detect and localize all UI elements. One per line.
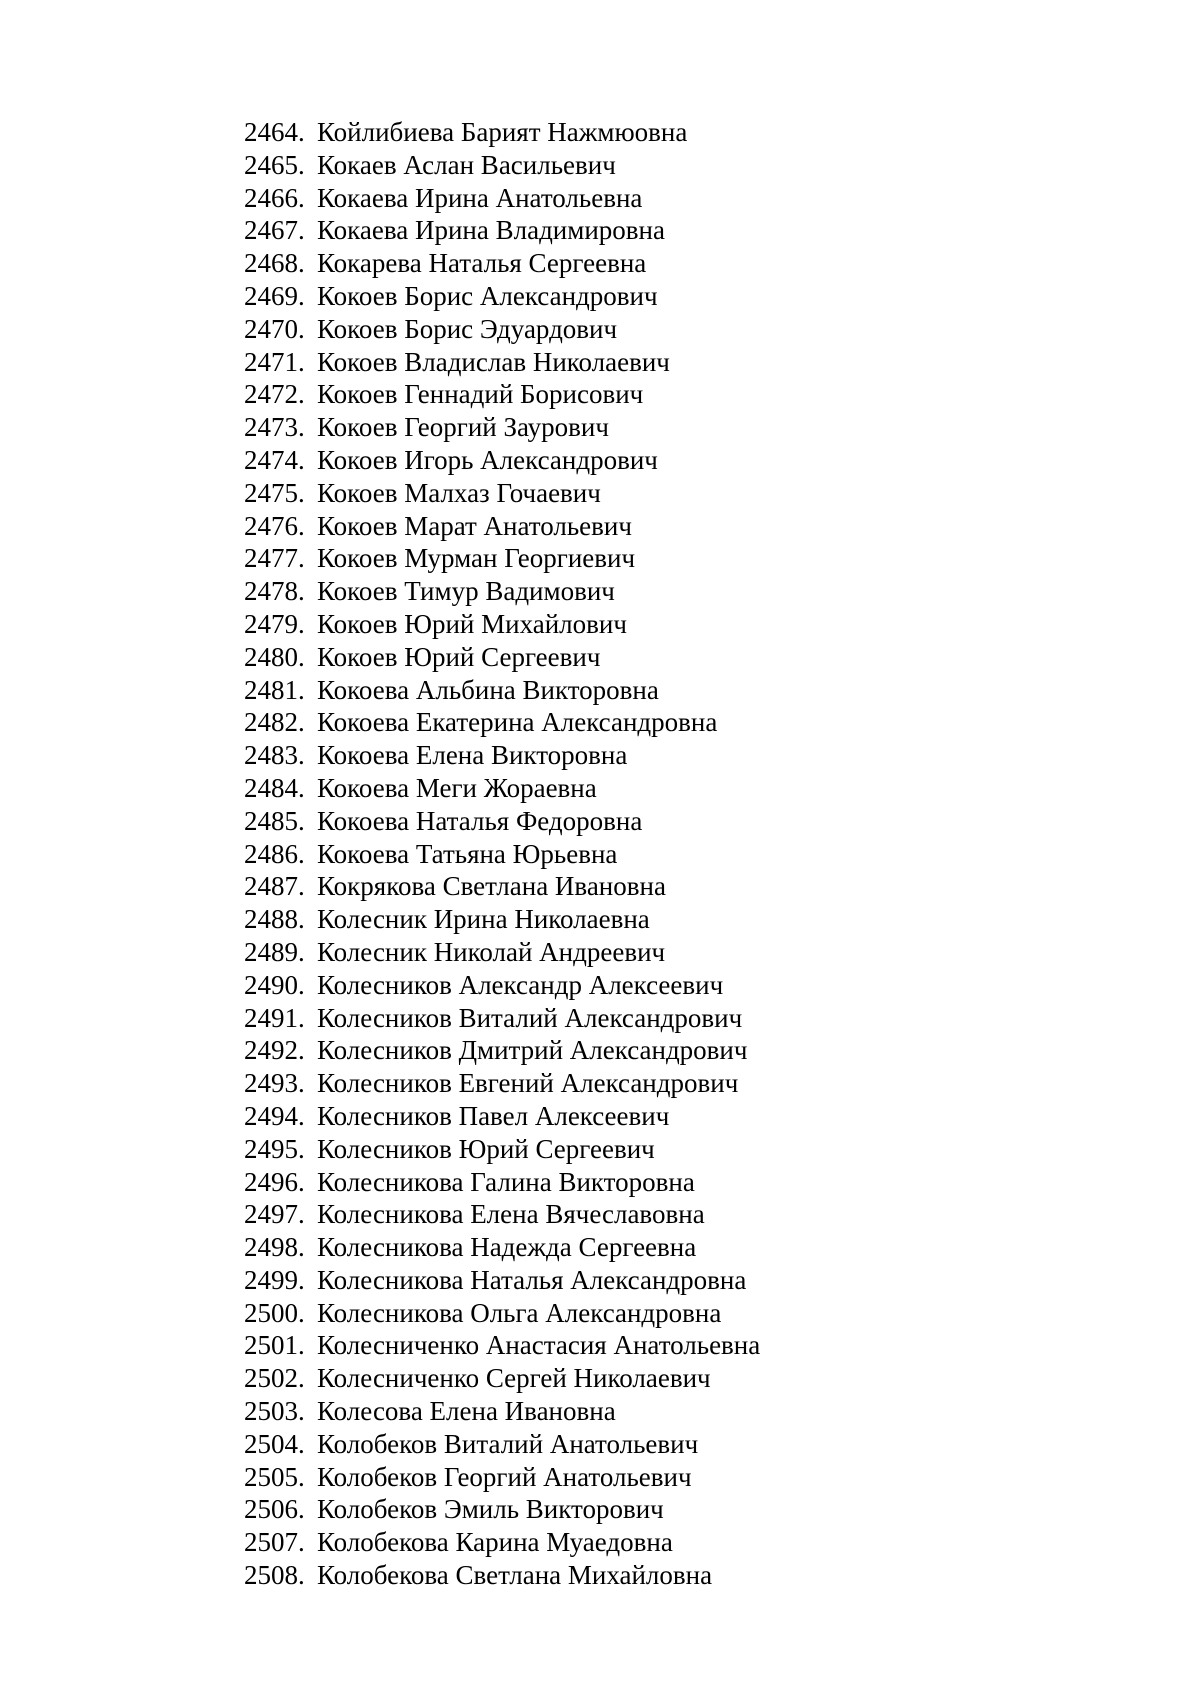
entry-number: 2507. bbox=[244, 1527, 305, 1558]
list-item bbox=[244, 1198, 760, 1231]
list-item bbox=[244, 346, 760, 379]
entry-number: 2469. bbox=[244, 280, 305, 311]
entry-number: 2472. bbox=[244, 379, 305, 410]
entry-number: 2466. bbox=[244, 182, 305, 213]
entry-name: Кокоев Малхаз Гочаевич bbox=[317, 477, 601, 508]
entry-number: 2496. bbox=[244, 1166, 305, 1197]
entry-number: 2475. bbox=[244, 477, 305, 508]
entry-number: 2499. bbox=[244, 1264, 305, 1295]
entry-number: 2470. bbox=[244, 313, 305, 344]
entry-number: 2505. bbox=[244, 1461, 305, 1492]
entry-number: 2474. bbox=[244, 444, 305, 475]
entry-number: 2488. bbox=[244, 904, 305, 935]
list-item bbox=[244, 1067, 760, 1100]
entry-number: 2477. bbox=[244, 543, 305, 574]
entry-name: Койлибиева Барият Нажмюовна bbox=[317, 117, 688, 147]
entry-name: Кокаев Аслан Васильевич bbox=[317, 149, 616, 180]
entry-number: 2482. bbox=[244, 707, 305, 738]
list-item bbox=[244, 674, 760, 707]
entry-number: 2473. bbox=[244, 412, 305, 443]
entry-number: 2490. bbox=[244, 969, 305, 1000]
entry-name: Кокоев Тимур Вадимович bbox=[317, 576, 615, 607]
list-item bbox=[244, 313, 760, 346]
entry-number: 2492. bbox=[244, 1035, 305, 1066]
list-item bbox=[244, 1166, 760, 1199]
list-item bbox=[244, 1034, 760, 1067]
entry-name: Кокаева Ирина Анатольевна bbox=[317, 182, 643, 213]
list-item bbox=[244, 838, 760, 871]
entry-number: 2484. bbox=[244, 772, 305, 803]
entry-number: 2502. bbox=[244, 1363, 305, 1394]
entry-name: Кокоева Екатерина Александровна bbox=[317, 707, 718, 738]
entry-number: 2495. bbox=[244, 1133, 305, 1164]
list-item bbox=[244, 444, 760, 477]
entry-number: 2483. bbox=[244, 740, 305, 771]
entry-name: Кокоев Мурман Георгиевич bbox=[317, 543, 636, 574]
entry-number: 2508. bbox=[244, 1560, 305, 1591]
entry-name: Колобекова Светлана Михайловна bbox=[317, 1560, 713, 1591]
list-item bbox=[244, 1493, 760, 1526]
list-item bbox=[244, 378, 760, 411]
entry-number: 2497. bbox=[244, 1199, 305, 1230]
list-item bbox=[244, 903, 760, 936]
list-item bbox=[244, 641, 760, 674]
list-item bbox=[244, 936, 760, 969]
entry-number: 2506. bbox=[244, 1494, 305, 1525]
entry-name: Кокоев Юрий Михайлович bbox=[317, 608, 627, 639]
list-item bbox=[244, 706, 760, 739]
entry-number: 2481. bbox=[244, 674, 305, 705]
list-item bbox=[244, 1231, 760, 1264]
entry-name: Колесник Ирина Николаевна bbox=[317, 904, 650, 935]
list-item bbox=[244, 510, 760, 543]
entry-name: Кокоева Наталья Федоровна bbox=[317, 805, 643, 836]
entry-number: 2501. bbox=[244, 1330, 305, 1361]
entry-number: 2486. bbox=[244, 838, 305, 869]
entry-name: Колесова Елена Ивановна bbox=[317, 1396, 616, 1427]
entry-number: 2480. bbox=[244, 641, 305, 672]
list-item bbox=[244, 214, 760, 247]
entry-number: 2464. bbox=[244, 117, 305, 147]
entry-name: Кокоев Юрий Сергеевич bbox=[317, 641, 601, 672]
entry-name: Кокрякова Светлана Ивановна bbox=[317, 871, 666, 902]
entry-number: 2479. bbox=[244, 608, 305, 639]
list-item bbox=[244, 1133, 760, 1166]
entry-name: Кокоева Альбина Викторовна bbox=[317, 674, 659, 705]
entry-name: Колобеков Виталий Анатольевич bbox=[317, 1428, 699, 1459]
entry-number: 2465. bbox=[244, 149, 305, 180]
list-item bbox=[244, 477, 760, 510]
list-item bbox=[244, 1100, 760, 1133]
list-item bbox=[244, 739, 760, 772]
entry-name: Кокоева Елена Викторовна bbox=[317, 740, 628, 771]
entry-name: Кокоева Татьяна Юрьевна bbox=[317, 838, 618, 869]
list-item bbox=[244, 247, 760, 280]
list-item bbox=[244, 411, 760, 444]
entry-name: Кокоев Владислав Николаевич bbox=[317, 346, 670, 377]
list-item bbox=[244, 805, 760, 838]
entry-number: 2503. bbox=[244, 1396, 305, 1427]
entry-number: 2494. bbox=[244, 1100, 305, 1131]
list-item bbox=[244, 575, 760, 608]
entry-name: Колесниченко Сергей Николаевич bbox=[317, 1363, 711, 1394]
entry-name: Колобеков Эмиль Викторович bbox=[317, 1494, 664, 1525]
entry-number: 2487. bbox=[244, 871, 305, 902]
entry-number: 2498. bbox=[244, 1232, 305, 1263]
entry-name: Кокоева Меги Жораевна bbox=[317, 772, 597, 803]
entry-number: 2476. bbox=[244, 510, 305, 541]
entry-name: Колесниченко Анастасия Анатольевна bbox=[317, 1330, 761, 1361]
entry-name: Кокоев Игорь Александрович bbox=[317, 444, 658, 475]
entry-number: 2467. bbox=[244, 215, 305, 246]
entry-name: Кокаева Ирина Владимировна bbox=[317, 215, 665, 246]
list-item bbox=[244, 116, 760, 149]
entry-name: Колесникова Наталья Александровна bbox=[317, 1264, 747, 1295]
entry-number: 2493. bbox=[244, 1068, 305, 1099]
entry-name: Колесников Евгений Александрович bbox=[317, 1068, 739, 1099]
entry-name: Колобеков Георгий Анатольевич bbox=[317, 1461, 692, 1492]
list-item bbox=[244, 1526, 760, 1559]
entry-name: Колесников Павел Алексеевич bbox=[317, 1100, 670, 1131]
entry-name: Колесникова Ольга Александровна bbox=[317, 1297, 722, 1328]
list-item bbox=[244, 969, 760, 1002]
list-item bbox=[244, 1329, 760, 1362]
list-item bbox=[244, 772, 760, 805]
entry-name: Кокоев Марат Анатольевич bbox=[317, 510, 632, 541]
entry-name: Кокоев Геннадий Борисович bbox=[317, 379, 644, 410]
entry-name: Колесников Александр Алексеевич bbox=[317, 969, 724, 1000]
entry-name: Кокоев Борис Эдуардович bbox=[317, 313, 618, 344]
entry-number: 2500. bbox=[244, 1297, 305, 1328]
entry-number: 2468. bbox=[244, 248, 305, 279]
entry-name: Колесников Виталий Александрович bbox=[317, 1002, 743, 1033]
list-item bbox=[244, 542, 760, 575]
list-item bbox=[244, 280, 760, 313]
list-item bbox=[244, 1428, 760, 1461]
entry-name: Колесников Юрий Сергеевич bbox=[317, 1133, 655, 1164]
entry-name: Кокоев Борис Александрович bbox=[317, 280, 658, 311]
list-item bbox=[244, 870, 760, 903]
entry-name: Колесник Николай Андреевич bbox=[317, 936, 666, 967]
list-item bbox=[244, 1002, 760, 1035]
entry-number: 2491. bbox=[244, 1002, 305, 1033]
list-item bbox=[244, 1264, 760, 1297]
list-item bbox=[244, 1461, 760, 1494]
entry-name: Колесников Дмитрий Александрович bbox=[317, 1035, 748, 1066]
entry-number: 2478. bbox=[244, 576, 305, 607]
list-item bbox=[244, 1559, 760, 1592]
entry-name: Кокоев Георгий Заурович bbox=[317, 412, 609, 443]
entry-name: Кокарева Наталья Сергеевна bbox=[317, 248, 647, 279]
entry-number: 2489. bbox=[244, 936, 305, 967]
entry-name: Колесникова Галина Викторовна bbox=[317, 1166, 695, 1197]
list-item bbox=[244, 608, 760, 641]
entry-number: 2471. bbox=[244, 346, 305, 377]
list-item bbox=[244, 182, 760, 215]
entry-number: 2485. bbox=[244, 805, 305, 836]
list-item bbox=[244, 1362, 760, 1395]
list-item bbox=[244, 1297, 760, 1330]
name-list bbox=[244, 116, 760, 1592]
list-item bbox=[244, 149, 760, 182]
entry-number: 2504. bbox=[244, 1428, 305, 1459]
list-item bbox=[244, 1395, 760, 1428]
entry-name: Колесникова Елена Вячеславовна bbox=[317, 1199, 705, 1230]
entry-name: Колесникова Надежда Сергеевна bbox=[317, 1232, 697, 1263]
entry-name: Колобекова Карина Муаедовна bbox=[317, 1527, 673, 1558]
